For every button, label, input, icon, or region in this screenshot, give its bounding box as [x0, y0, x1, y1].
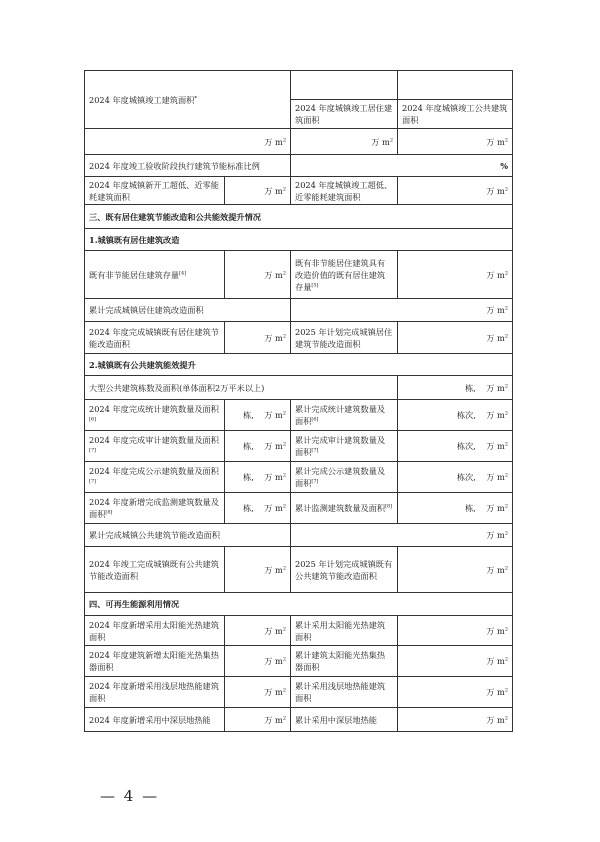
unit-cell[interactable]: 万 $m^2$ — [398, 322, 513, 354]
count-area-cell[interactable]: 栋, 万 $m^2$ — [225, 493, 291, 524]
unit-cell[interactable]: 万 $m^2$ — [398, 251, 513, 299]
table-row — [85, 71, 513, 100]
table-row — [85, 462, 513, 493]
form-label: 累计监测建筑数量及面积[8] — [291, 493, 398, 524]
count-area-cell[interactable]: 栋次, 万 $m^2$ — [398, 462, 513, 493]
unit-cell[interactable]: 万 $m^2$ — [398, 677, 513, 708]
subsection-heading: 1.城镇既有居住建筑改造 — [85, 229, 513, 251]
form-label: 2024 年度建筑新增太阳能光热集热器面积 — [85, 646, 225, 677]
table-row — [85, 354, 513, 376]
table-row — [85, 129, 513, 155]
form-label: 2024 年度新增完成监测建筑数量及面积[8] — [85, 493, 225, 524]
unit-cell[interactable]: 万 $m^2$ — [225, 708, 291, 732]
count-area-cell[interactable]: 栋, 万 $m^2$ — [398, 376, 513, 400]
form-label: 2024 年度完成统计建筑数量及面积[6] — [85, 400, 225, 431]
form-label: 既有非节能居住建筑具有改造价值的既有居住建筑存量[5] — [291, 251, 398, 299]
form-label: 累计完成城镇居住建筑改造面积 — [85, 299, 291, 322]
unit-cell[interactable]: 万 $m^2$ — [85, 129, 291, 155]
subsection-heading: 2.城镇既有公共建筑能效提升 — [85, 354, 513, 376]
table-row — [85, 708, 513, 732]
table-row — [85, 155, 513, 177]
form-label: 2024 年度完成审计建筑数量及面积[7] — [85, 431, 225, 462]
form-label: 累计建筑太阳能光热集热器面积 — [291, 646, 398, 677]
section-heading: 三、既有居住建筑节能改造和公共能效提升情况 — [85, 205, 513, 229]
unit-cell[interactable]: 万 $m^2$ — [225, 177, 291, 205]
form-label: 2024 年度完成公示建筑数量及面积[7] — [85, 462, 225, 493]
unit-cell[interactable]: 万 $m^2$ — [398, 708, 513, 732]
unit-cell[interactable]: 万 $m^2$ — [291, 524, 513, 547]
table-row — [85, 524, 513, 547]
unit-cell[interactable]: 万 $m^2$ — [398, 177, 513, 205]
form-label: 2024 年度新增采用太阳能光热建筑面积 — [85, 616, 225, 646]
unit-cell[interactable]: 万 $m^2$ — [291, 129, 398, 155]
table-row — [85, 493, 513, 524]
form-label: 2024 年竣工完成城镇既有公共建筑节能改造面积 — [85, 547, 225, 593]
form-label: 2024 年度竣工验收阶段执行建筑节能标准比例 — [85, 155, 291, 177]
table-row — [85, 177, 513, 205]
form-label: 累计完成审计建筑数量及面积[7] — [291, 431, 398, 462]
table-row — [85, 205, 513, 229]
table-row — [85, 616, 513, 646]
unit-cell[interactable]: 万 $m^2$ — [398, 616, 513, 646]
form-label: 累计采用浅层地热能建筑面积 — [291, 677, 398, 708]
table-row — [85, 299, 513, 322]
table-row — [85, 593, 513, 616]
unit-cell[interactable]: 万 $m^2$ — [398, 547, 513, 593]
form-label: 2024 年度城镇竣工超低、近零能耗建筑面积 — [291, 177, 398, 205]
form-label: 2024 年度新增采用浅层地热能建筑面积 — [85, 677, 225, 708]
form-label: 2024 年度城镇竣工居住建筑面积 — [291, 100, 398, 129]
unit-cell[interactable]: 万 $m^2$ — [398, 646, 513, 677]
form-label: 2024 年度新增采用中深层地热能 — [85, 708, 225, 732]
form-label: 既有非节能居住建筑存量[4] — [85, 251, 225, 299]
count-area-cell[interactable]: 栋, 万 $m^2$ — [398, 493, 513, 524]
input-cell[interactable] — [398, 71, 513, 100]
count-area-cell[interactable]: 栋次, 万 $m^2$ — [398, 431, 513, 462]
table-row — [85, 677, 513, 708]
form-label: 大型公共建筑栋数及面积(单体面积2万平米以上) — [85, 376, 398, 400]
table-row — [85, 251, 513, 299]
unit-cell[interactable]: 万 $m^2$ — [398, 129, 513, 155]
form-label: 累计完成公示建筑数量及面积[7] — [291, 462, 398, 493]
count-area-cell[interactable]: 栋, 万 $m^2$ — [225, 431, 291, 462]
table-row — [85, 376, 513, 400]
percent-input-cell[interactable]: % — [291, 155, 513, 177]
section-heading: 四、可再生能源利用情况 — [85, 593, 513, 616]
unit-cell[interactable]: 万 $m^2$ — [225, 677, 291, 708]
table-row — [85, 229, 513, 251]
table-row — [85, 547, 513, 593]
form-label: 2024 年度城镇新开工超低、近零能耗建筑面积 — [85, 177, 225, 205]
form-label: 累计采用太阳能光热建筑面积 — [291, 616, 398, 646]
form-label: 2024 年度完成城镇既有居住建筑节能改造面积 — [85, 322, 225, 354]
unit-cell[interactable]: 万 $m^2$ — [225, 322, 291, 354]
table-row — [85, 431, 513, 462]
form-label: 2025 年计划完成城镇既有公共建筑节能改造面积 — [291, 547, 398, 593]
count-area-cell[interactable]: 栋, 万 $m^2$ — [225, 462, 291, 493]
input-cell[interactable] — [291, 71, 398, 100]
unit-cell[interactable]: 万 $m^2$ — [225, 547, 291, 593]
table-row — [85, 646, 513, 677]
unit-cell[interactable]: 万 $m^2$ — [291, 299, 513, 322]
form-label: 2024 年度城镇竣工公共建筑面积 — [398, 100, 513, 129]
form-label: 累计采用中深层地热能 — [291, 708, 398, 732]
page-number: — 4 — — [100, 787, 160, 805]
count-area-cell[interactable]: 栋, 万 $m^2$ — [225, 400, 291, 431]
statistics-form-table — [84, 70, 513, 732]
unit-cell[interactable]: 万 $m^2$ — [225, 646, 291, 677]
unit-cell[interactable]: 万 $m^2$ — [225, 251, 291, 299]
unit-cell[interactable]: 万 $m^2$ — [225, 616, 291, 646]
count-area-cell[interactable]: 栋次, 万 $m^2$ — [398, 400, 513, 431]
form-label: 累计完成城镇公共建筑节能改造面积 — [85, 524, 291, 547]
form-label: 累计完成统计建筑数量及面积[6] — [291, 400, 398, 431]
table-row — [85, 400, 513, 431]
form-label: 2024 年度城镇竣工建筑面积* — [85, 71, 291, 129]
table-row — [85, 322, 513, 354]
form-label: 2025 年计划完成城镇居住建筑节能改造面积 — [291, 322, 398, 354]
